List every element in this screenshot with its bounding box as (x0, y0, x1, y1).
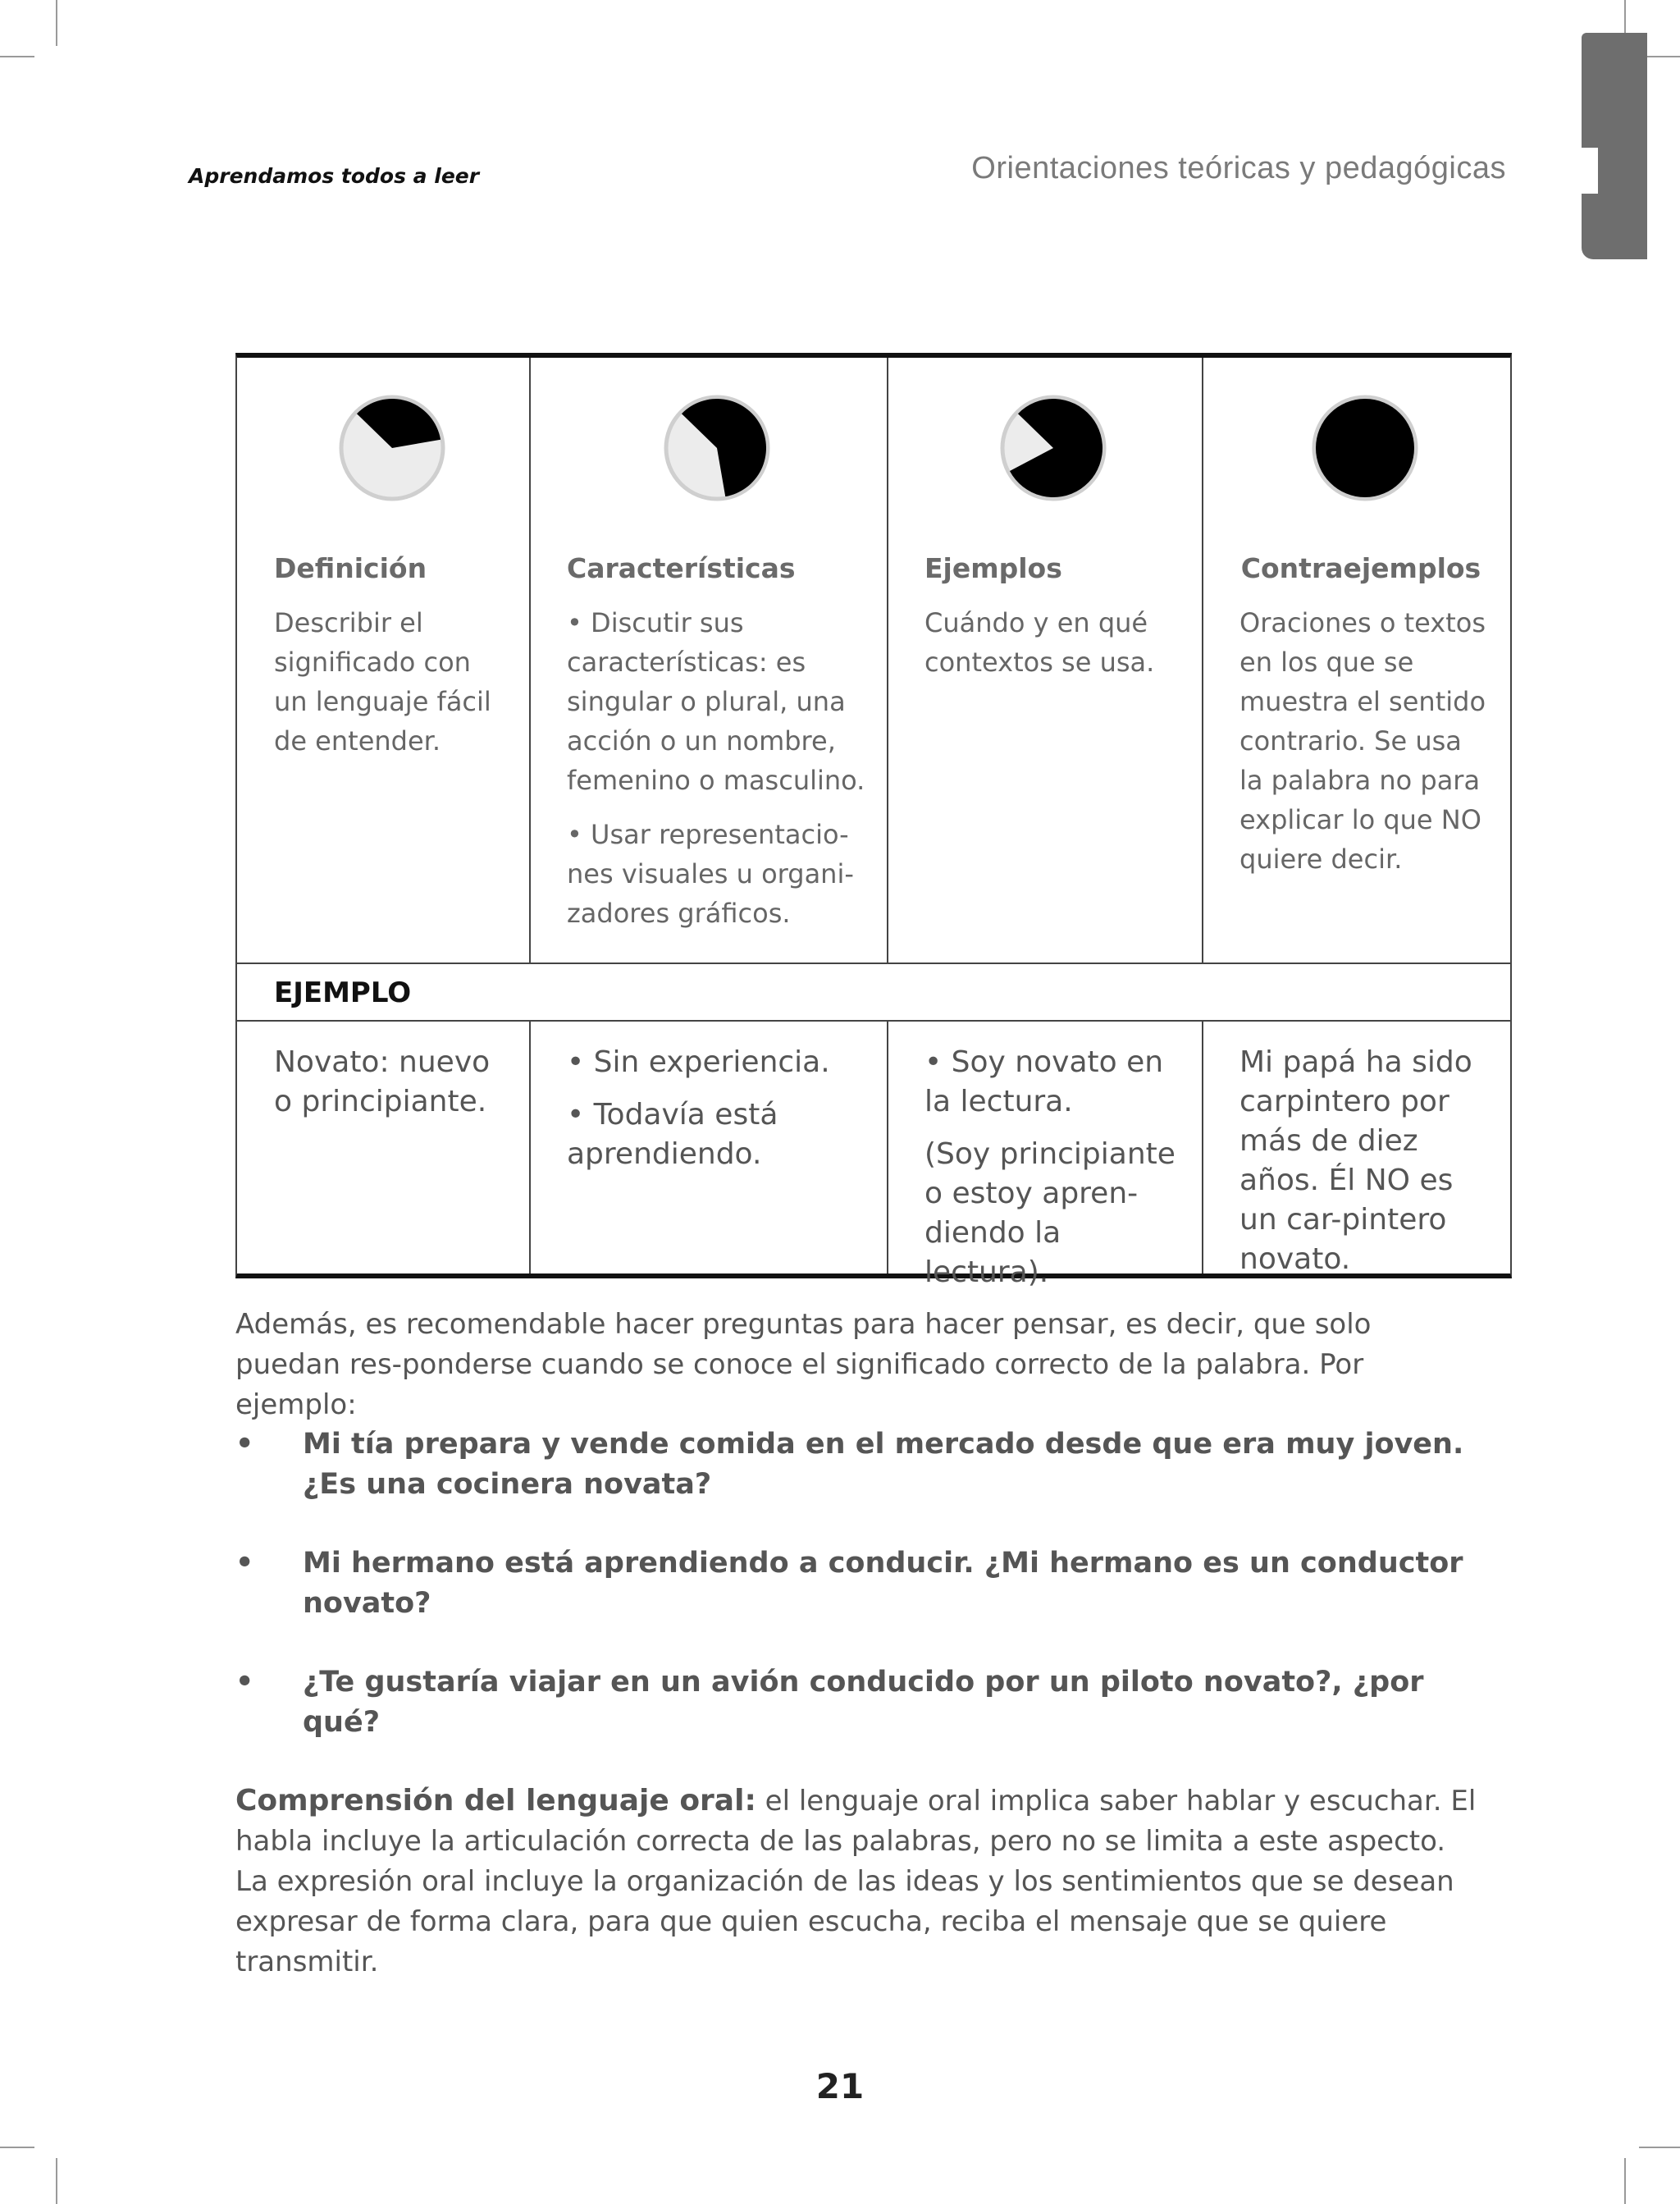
column-heading: Definición (274, 552, 427, 584)
closing-text: el lenguaje oral implica saber hablar y escuchar. El habla incluye la articulación correcta de las palabras, pero no se limita a este aspecto. La expresión oral incluye la organización de las ideas y los sentimientos que se desean expresar de forma clara, para que quien escucha, reciba el mensaje que se quiere transmitir. (235, 1785, 1477, 1978)
column-text: Describir el significado con un lenguaje fácil de entender. (274, 607, 491, 757)
question-text: Mi hermano está aprendiendo a conducir. ¿Mi hermano es un conductor novato? (303, 1547, 1463, 1620)
bullet-icon: • (235, 1428, 254, 1461)
column-text: • Usar representacio-nes visuales u organi-zadores gráficos. (567, 819, 854, 929)
crop-mark (56, 2158, 57, 2204)
column-text: • Discutir sus características: es singular o plural, una acción o un nombre, femenino o masculino. (567, 607, 865, 796)
column-text: Cuándo y en qué contextos se usa. (924, 607, 1155, 678)
running-head: Aprendamos todos a leer (189, 164, 480, 188)
section-title: Orientaciones teóricas y pedagógicas (971, 151, 1506, 185)
example-cell (1203, 1022, 1510, 1276)
bullet-icon: • (235, 1547, 254, 1580)
example-text: • Sin experiencia. (567, 1045, 830, 1079)
question-text: ¿Te gustaría viajar en un avión conducido por un piloto novato?, ¿por qué? (303, 1666, 1424, 1739)
list-item (235, 1662, 1466, 1743)
column-ejemplos (888, 358, 1203, 963)
column-contraejemplos (1203, 358, 1510, 963)
table-header-row (237, 358, 1510, 963)
column-caracteristicas (531, 358, 888, 963)
closing-term: Comprensión del lenguaje oral: (235, 1784, 756, 1818)
page-number: 21 (815, 2066, 865, 2106)
closing-paragraph (235, 1781, 1482, 1982)
vocabulary-table (235, 353, 1512, 1289)
progress-pie-icon (996, 391, 1111, 505)
column-heading: Contraejemplos (1240, 552, 1481, 584)
column-definicion (237, 358, 531, 963)
crop-mark (0, 2147, 34, 2148)
crop-mark (1639, 2147, 1680, 2148)
example-row-label: EJEMPLO (237, 963, 1510, 1022)
crop-mark (1624, 2158, 1626, 2204)
example-cell (237, 1022, 531, 1273)
table-frame (235, 353, 1512, 1289)
example-text: (Soy principiante o estoy apren-diendo la lectura). (924, 1137, 1176, 1289)
example-row (237, 1022, 1510, 1289)
list-item (235, 1424, 1466, 1505)
crop-mark (56, 0, 57, 46)
question-text: Mi tía prepara y vende comida en el mercado desde que era muy joven. ¿Es una cocinera novata? (303, 1428, 1464, 1501)
example-cell (531, 1022, 888, 1273)
column-text: Oraciones o textos en los que se muestra el sentido contrario. Se usa la palabra no para explicar lo que NO quiere decir. (1239, 607, 1486, 875)
crop-mark (0, 56, 34, 57)
pie-slice (1316, 399, 1414, 497)
list-item (235, 1543, 1466, 1624)
progress-pie-icon (335, 391, 450, 505)
crop-mark (1624, 0, 1626, 33)
chapter-tab-notch (1577, 148, 1598, 194)
column-heading: Ejemplos (924, 552, 1062, 584)
example-text: • Soy novato en la lectura. (924, 1045, 1164, 1118)
example-text: • Todavía está aprendiendo. (567, 1098, 778, 1171)
column-heading: Características (567, 552, 796, 584)
example-cell (888, 1022, 1203, 1289)
progress-pie-icon (660, 391, 774, 505)
example-text: Novato: nuevo o principiante. (274, 1045, 491, 1118)
bullet-icon: • (235, 1666, 254, 1699)
intro-paragraph: Además, es recomendable hacer preguntas para hacer pensar, es decir, que solo puedan res-ponderse cuando se conoce el significado correcto de la palabra. Por ejemplo: (235, 1308, 1372, 1421)
example-text: Mi papá ha sido carpintero por más de diez años. Él NO es un car-pintero novato. (1239, 1045, 1472, 1276)
progress-pie-icon (1308, 391, 1422, 505)
chapter-tab-marker (1582, 33, 1647, 259)
question-list (235, 1424, 1466, 1781)
